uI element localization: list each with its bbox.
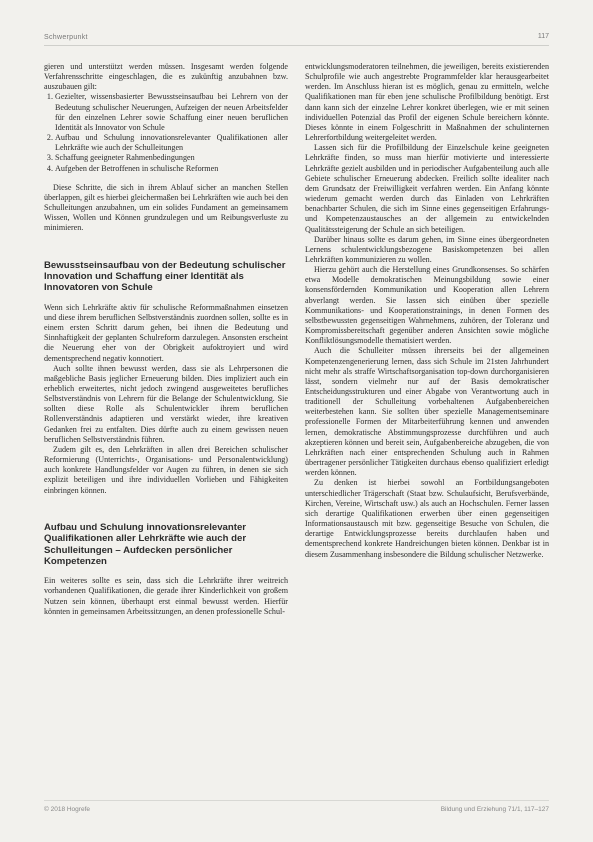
list-item: 4. Aufgeben der Betroffenen in schulische Reformen: [55, 164, 288, 174]
paragraph: Zudem gilt es, den Lehrkräften in allen drei Bereichen schulischer Reformierung (Unterrichts-, Organisations- und Personalentwicklung) auch konkrete Handlungsfelder vor Augen zu führen, in denen sie sich explizit beteiligen und ihre individuellen Vorlieben und Fähigkeiten einbringen können.: [44, 444, 288, 495]
paragraph: Lassen sich für die Profilbildung der Einzelschule keine geeigneten Lehrkräfte finden, so muss man hierfür motivierte und interessierte Lehrkräfte gezielt ausbilden und in periodischer Aufgabenteilung auch alle Gebiete schulischer Erneuerung abdecken. Freilich sollte idealiter nach dem Grundsatz der Freiwilligkeit verfahren werden. Ein Anfang könnte wiederum gemacht werden durch das Einladen von Lehrkräften benachbarter Schulen, die sich im Sinne eines gegenseitigen Erfahrungs- und Kompetenzaustausches an der allgemein zu entwickelnden Qualitätssteigerung der Schule an sich beteiligen.: [305, 143, 549, 234]
paragraph: Auch sollte ihnen bewusst werden, dass sie als Lehrpersonen die maßgebliche Basis jeglicher Erneuerung bilden. Dies impliziert auch ein erheblich erweitertes, nicht jedoch zwingend ausgeweitetes berufliches Selbstverständnis von Lehrern für die Belange der Schulentwicklung. Sie sollten diese Rolle als Schulentwickler ihrem beruflichen Rollenverständnis adaptieren und verstärkt wieder, ihre kreativen Gedanken frei zu entfalten. Dies dürfte auch zu einem gewissen neuen beruflichen Selbstverständnis führen.: [44, 363, 288, 444]
paragraph: gieren und unterstützt werden müssen. Insgesamt werden folgende Verfahrensschritte eingeschlagen, die es zukünftig anzubahnen bzw. auszubauen gilt:: [44, 62, 288, 92]
list-item: 2. Aufbau und Schulung innovationsrelevanter Qualifikationen aller Lehrkräfte wie auch der Schulleitungen: [55, 133, 288, 153]
paragraph: Hierzu gehört auch die Herstellung eines Grundkonsenses. So schärfen etwa Modelle demokratischen Meinungsbildung sowie einer konsensfördernden Kommunikation und Kooperation allen Lehrern abverlangt werden. Sie lassen sich einüben über spezielle Kommunikations- und Kooperationstrainings, in denen Formen des selbstbewussten gegenseitigen Wahrnehmens, zuhören, der Toleranz und Kompromissbereitschaft gegenüber anderen Ansichten sowie mögliche Konfliktlösungsmodelle thematisiert werden.: [305, 265, 549, 346]
journal-citation: Bildung und Erziehung 71/1, 117–127: [440, 806, 549, 813]
running-head: Schwerpunkt: [44, 34, 88, 41]
right-column: [305, 62, 549, 560]
section-heading: Aufbau und Schulung innovationsrelevanter Qualifikationen aller Lehrkräfte wie auch der Schulleitungen – Aufdecken persönlicher Kompetenzen: [44, 521, 247, 567]
paragraph: Darüber hinaus sollte es darum gehen, im Sinne eines übergeordneten Lernens schulentwicklungsbezogene Basiskompetenzen bei allen Lehrkräften kommunizieren zu wollen.: [305, 234, 549, 264]
page-number: 117: [537, 33, 549, 40]
paragraph: Wenn sich Lehrkräfte aktiv für schulische Reformmaßnahmen einsetzen und diese ihrem beruflichen Selbstverständnis zuordnen sollen, sollte es in einem ersten Schritt darum gehen, bei ihnen die Bedeutung und Sinnhaftigkeit der geplanten Schulreform darzulegen. Ansonsten erscheint die Neuerung eher von der Obrigkeit aufoktroyiert und wird dementsprechend negativ konnotiert.: [44, 302, 288, 363]
paragraph: Ein weiteres sollte es sein, dass sich die Lehrkräfte ihrer weitreich vorhandenen Qualifikationen, die gerade ihrer Kinderlichkeit von großem Nutzen sein können, überhaupt erst einmal bewusst werden. Hierfür könnten in gemeinsamen Arbeitssitzungen, an denen professionelle Schul-: [44, 576, 288, 616]
paragraph: Auch die Schulleiter müssen ihrerseits bei der allgemeinen Kompetenzengenerierung lernen, dass sich Schule im 21sten Jahrhundert nicht mehr als straffe Wirtschaftsorganisation top-down durchorganisieren lässt, sondern vielmehr nur auf der Basis demokratischer Entscheidungsstrukturen und einer Abgabe von Verantwortung auch in traditionell der Schulleitung vorbehaltenen Aufgabenbereichen weiterbestehen kann. Sie sollten über spezielle Managementseminare professionelle Formen der Mitarbeiterführung kennen und anwenden lernen, demokratische Abstimmungsprozesse durchführen und auch akzeptieren können und bereit sein, Aufgabenbereiche abzugeben, die von Lehrkräften nach einer entsprechenden Schulung auch in Rahmen übertragener persönlicher Tätigkeiten durchaus ebenso qualifiziert erledigt werden können.: [305, 346, 549, 478]
paragraph: Zu denken ist hierbei sowohl an Fortbildungsangeboten unterschiedlicher Trägerschaft (Staat bzw. Schulaufsicht, Berufsverbände, Kirchen, Vereine, Wirtschaft usw.) als auch an Hochschulen. Ferner lassen sich derartige Qualifikationen erwerben über einen gegenseitigen Informationsaustausch mit bzw. gegenseitige Besuche von Schulen, die derartige Entwicklungsprozesse bereits durchlaufen haben und dementsprechend konkrete Handreichungen bieten können. Denkbar ist in diesem Zusammenhang insbesondere die Bildung schulischer Netzwerke.: [305, 478, 549, 559]
copyright: © 2018 Hogrefe: [44, 806, 90, 813]
list-item: 3. Schaffung geeigneter Rahmenbedingungen: [55, 153, 288, 163]
header-rule: [44, 45, 549, 46]
section-heading: Bewusstseinsaufbau von der Bedeutung schulischer Innovation und Schaffung einer Identität als Innovatoren von Schule: [44, 259, 286, 294]
list-item: 1. Gezielter, wissensbasierter Bewusstseinsaufbau bei Lehrern von der Bedeutung schulischer Neuerungen, Aufzeigen der neuen Arbeitsfelder für den einzelnen Lehrer sowie Schaffung einer neuen beruflichen Identität als Innovator von Schule: [55, 92, 288, 133]
left-column: [44, 62, 288, 617]
paragraph: entwicklungsmoderatoren teilnehmen, die jeweiligen, bereits existierenden Schulprofile wie auch angestrebte Programmfelder klar herausgearbeitet werden. Im Anschluss hieran ist es möglich, genau zu ermitteln, welche Qualifikationen man für eben jene schulische Profilbildung benötigt. Erst dann kann sich der einzelne Lehrer konkret überlegen, wie er mit seinen individuellen Potenzial das Profil der eigenen Schule bereichern könnte. Dieses könnte in einem Folgeschritt in Maßnahmen der schulinternen Lehrerfortbildung weitergeleitet werden.: [305, 62, 549, 143]
paragraph: Diese Schritte, die sich in ihrem Ablauf sicher an manchen Stellen überlappen, gilt es hierbei gleichermaßen bei Lehrkräften wie auch bei den Schulleitungen anzubahnen, um ein solides Fundament an gemeinsamem Wissen, Wollen und Können grundzulegen und um Reibungsverluste zu minimieren.: [44, 182, 288, 233]
steps-list: [44, 92, 288, 173]
footer-rule: [44, 800, 549, 801]
